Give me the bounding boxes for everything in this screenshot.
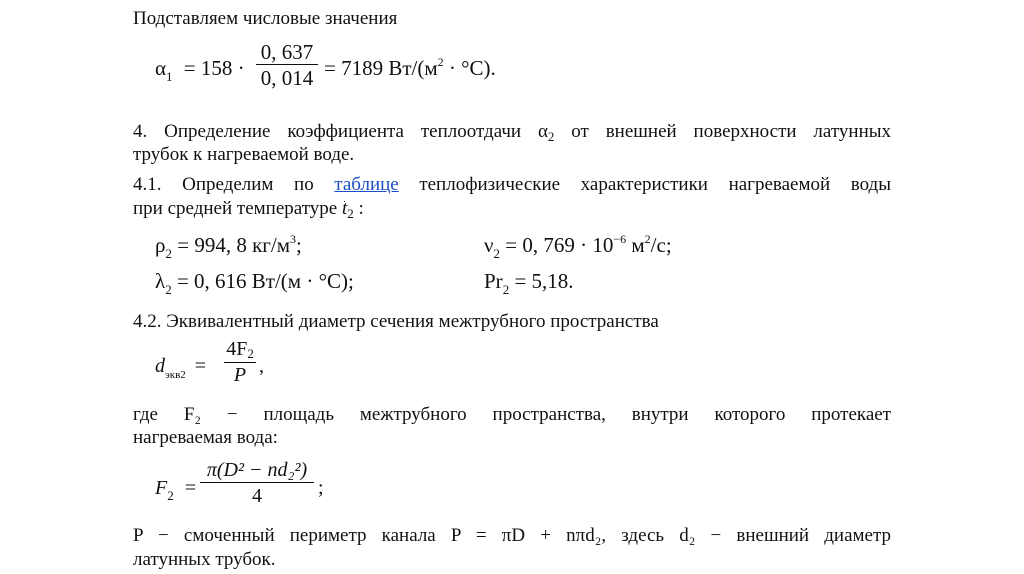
f2-fraction: π(D² − nd₂²) 4 xyxy=(200,458,314,509)
conductivity-value: $\lambda_2 = 0$, 616 Вт/(м · °С); xyxy=(155,269,354,297)
intro-text: Подставляем числовые значения xyxy=(133,8,398,29)
viscosity-value: $\nu_2 = 0$, $769 \cdot 10^{-6}$ $м^2/с$; xyxy=(484,232,672,261)
alpha1-denominator: 0, 014 xyxy=(260,66,314,90)
section41-line2: при средней температуре $t_2$ : xyxy=(133,198,364,221)
alpha1-result: = 7189 $Вт/(м^2 \cdot ^\circ С)$. xyxy=(324,55,496,80)
perimeter-line1: P − смоченный периметр канала P = πD + nπd₂, здесь d₂ − внешний диаметр xyxy=(133,525,891,546)
temperature-symbol: t xyxy=(341,198,348,219)
section41-line1: 4.1. Определим по таблице теплофизические характеристики нагреваемой воды xyxy=(133,174,891,195)
where-f2-line2: нагреваемая вода: xyxy=(133,427,278,448)
prandtl-value: $Pr_2 = 5,18$. xyxy=(484,269,574,297)
table-link[interactable]: таблице xyxy=(334,174,399,195)
section4-line1: 4. Определение коэффициента теплоотдачи $\alpha_2$ от внешней поверхности латунных xyxy=(133,121,892,144)
alpha1-symbol: α xyxy=(155,56,167,80)
density-value: $\rho_2 = 994$, 8 $кг/м^3$; xyxy=(155,232,302,261)
section42-heading: 4.2. Эквивалентный диаметр сечения межтрубного пространства xyxy=(133,311,659,332)
alpha1-fraction xyxy=(256,40,318,91)
perimeter-line2: латунных трубок. xyxy=(133,549,276,570)
alpha1-coefficient: = 158 · xyxy=(183,56,245,80)
where-f2-line1: где F₂ − площадь межтрубного пространства, внутри которого протекает xyxy=(133,404,891,425)
dekv2-fraction: 4F2 P xyxy=(224,338,256,387)
alpha1-numerator: 0, 637 xyxy=(260,40,314,64)
section4-line2: трубок к нагреваемой воде. xyxy=(133,144,355,165)
